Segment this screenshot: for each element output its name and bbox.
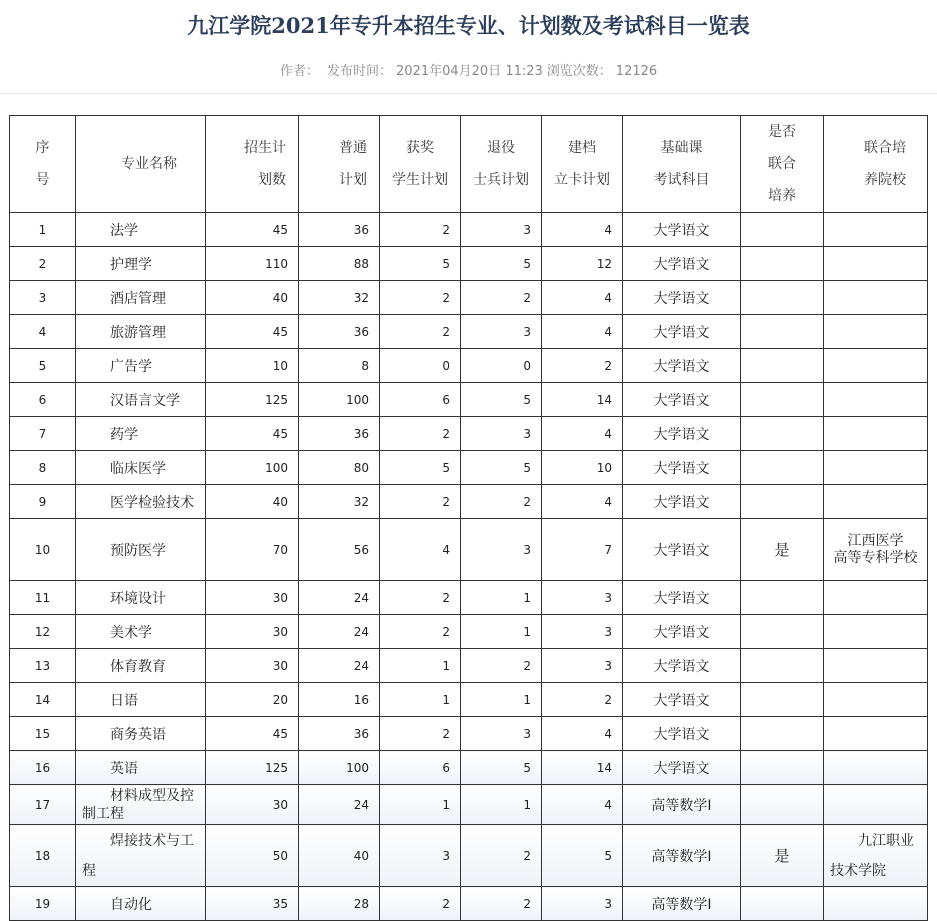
cell-number: 7 bbox=[542, 519, 623, 581]
cell-number: 80 bbox=[299, 451, 380, 485]
views-label: 浏览次数： bbox=[546, 64, 612, 79]
cell-joint bbox=[741, 383, 824, 417]
cell-number: 4 bbox=[542, 717, 623, 751]
cell-number: 12 bbox=[542, 247, 623, 281]
cell-number: 24 bbox=[299, 649, 380, 683]
cell-number: 24 bbox=[299, 581, 380, 615]
cell-number: 5 bbox=[461, 247, 542, 281]
cell-number: 2 bbox=[542, 683, 623, 717]
cell-joint bbox=[741, 615, 824, 649]
cell-number: 30 bbox=[206, 581, 299, 615]
cell-number: 5 bbox=[461, 751, 542, 785]
cell-number: 24 bbox=[299, 615, 380, 649]
cell-number: 36 bbox=[299, 315, 380, 349]
cell-subject: 大学语文 bbox=[623, 247, 741, 281]
cell-number: 1 bbox=[380, 785, 461, 825]
cell-partner bbox=[824, 213, 928, 247]
cell-partner bbox=[824, 887, 928, 921]
col-veteran: 退役 士兵计划 bbox=[461, 116, 542, 213]
table-row bbox=[10, 383, 928, 417]
cell-number: 4 bbox=[542, 485, 623, 519]
cell-number: 3 bbox=[461, 213, 542, 247]
cell-subject: 大学语文 bbox=[623, 649, 741, 683]
cell-number: 36 bbox=[299, 717, 380, 751]
cell-number: 3 bbox=[542, 649, 623, 683]
cell-joint bbox=[741, 581, 824, 615]
cell-number: 2 bbox=[380, 213, 461, 247]
cell-joint bbox=[741, 349, 824, 383]
cell-number: 56 bbox=[299, 519, 380, 581]
cell-joint bbox=[741, 247, 824, 281]
cell-number: 24 bbox=[299, 785, 380, 825]
cell-number: 10 bbox=[206, 349, 299, 383]
cell-name: 临床医学 bbox=[76, 451, 206, 485]
cell-number: 2 bbox=[461, 649, 542, 683]
cell-seq: 6 bbox=[10, 383, 76, 417]
cell-name: 广告学 bbox=[76, 349, 206, 383]
views-value: 12126 bbox=[615, 64, 658, 79]
cell-joint bbox=[741, 683, 824, 717]
cell-number: 100 bbox=[299, 383, 380, 417]
cell-subject: 大学语文 bbox=[623, 581, 741, 615]
cell-number: 3 bbox=[461, 519, 542, 581]
cell-name: 体育教育 bbox=[76, 649, 206, 683]
table-row bbox=[10, 717, 928, 751]
cell-joint bbox=[741, 451, 824, 485]
cell-name: 法学 bbox=[76, 213, 206, 247]
table-row bbox=[10, 213, 928, 247]
cell-seq: 16 bbox=[10, 751, 76, 785]
cell-number: 0 bbox=[380, 349, 461, 383]
published-value: 2021年04月20日 11:23 bbox=[396, 64, 543, 79]
cell-subject: 大学语文 bbox=[623, 281, 741, 315]
cell-partner bbox=[824, 247, 928, 281]
cell-seq: 3 bbox=[10, 281, 76, 315]
col-normal: 普通 计划 bbox=[299, 116, 380, 213]
cell-number: 40 bbox=[299, 825, 380, 887]
cell-name: 商务英语 bbox=[76, 717, 206, 751]
cell-number: 70 bbox=[206, 519, 299, 581]
table-header-row bbox=[10, 116, 928, 213]
cell-number: 3 bbox=[542, 581, 623, 615]
table-row bbox=[10, 825, 928, 887]
cell-subject: 高等数学Ⅰ bbox=[623, 825, 741, 887]
cell-joint bbox=[741, 485, 824, 519]
joint-flag: 是 bbox=[741, 825, 824, 887]
cell-number: 35 bbox=[206, 887, 299, 921]
cell-number: 1 bbox=[461, 785, 542, 825]
cell-joint bbox=[741, 315, 824, 349]
cell-number: 16 bbox=[299, 683, 380, 717]
table-row bbox=[10, 649, 928, 683]
cell-number: 3 bbox=[542, 887, 623, 921]
cell-partner bbox=[824, 383, 928, 417]
table-row bbox=[10, 451, 928, 485]
col-poor: 建档 立卡计划 bbox=[542, 116, 623, 213]
cell-partner bbox=[824, 349, 928, 383]
cell-joint bbox=[741, 751, 824, 785]
cell-number: 4 bbox=[542, 315, 623, 349]
cell-seq: 2 bbox=[10, 247, 76, 281]
cell-seq: 1 bbox=[10, 213, 76, 247]
cell-name: 美术学 bbox=[76, 615, 206, 649]
cell-subject: 高等数学Ⅰ bbox=[623, 887, 741, 921]
cell-number: 5 bbox=[461, 451, 542, 485]
cell-partner bbox=[824, 615, 928, 649]
joint-flag: 是 bbox=[741, 519, 824, 581]
cell-seq: 8 bbox=[10, 451, 76, 485]
cell-seq: 19 bbox=[10, 887, 76, 921]
cell-subject: 大学语文 bbox=[623, 485, 741, 519]
cell-subject: 大学语文 bbox=[623, 451, 741, 485]
cell-name: 预防医学 bbox=[76, 519, 206, 581]
cell-name: 英语 bbox=[76, 751, 206, 785]
cell-joint bbox=[741, 717, 824, 751]
cell-number: 45 bbox=[206, 315, 299, 349]
cell-number: 88 bbox=[299, 247, 380, 281]
table-row bbox=[10, 281, 928, 315]
cell-name: 药学 bbox=[76, 417, 206, 451]
cell-joint bbox=[741, 281, 824, 315]
cell-number: 2 bbox=[461, 485, 542, 519]
cell-number: 3 bbox=[542, 615, 623, 649]
table-row bbox=[10, 581, 928, 615]
cell-number: 6 bbox=[380, 751, 461, 785]
cell-number: 2 bbox=[461, 825, 542, 887]
cell-number: 28 bbox=[299, 887, 380, 921]
cell-number: 3 bbox=[461, 717, 542, 751]
cell-number: 6 bbox=[380, 383, 461, 417]
cell-partner bbox=[824, 315, 928, 349]
cell-partner bbox=[824, 683, 928, 717]
cell-seq: 13 bbox=[10, 649, 76, 683]
col-subject: 基础课 考试科目 bbox=[623, 116, 741, 213]
cell-seq: 11 bbox=[10, 581, 76, 615]
cell-seq: 7 bbox=[10, 417, 76, 451]
cell-number: 3 bbox=[461, 417, 542, 451]
cell-number: 100 bbox=[299, 751, 380, 785]
cell-name: 环境设计 bbox=[76, 581, 206, 615]
table-row bbox=[10, 615, 928, 649]
cell-partner bbox=[824, 417, 928, 451]
cell-number: 2 bbox=[380, 281, 461, 315]
cell-seq: 9 bbox=[10, 485, 76, 519]
cell-number: 2 bbox=[542, 349, 623, 383]
cell-name: 护理学 bbox=[76, 247, 206, 281]
col-partner: 联合培 养院校 bbox=[824, 116, 928, 213]
published-label: 发布时间： bbox=[327, 64, 393, 79]
table-row bbox=[10, 417, 928, 451]
cell-number: 2 bbox=[380, 717, 461, 751]
col-name: 专业名称 bbox=[76, 116, 206, 213]
cell-partner bbox=[824, 717, 928, 751]
table-row bbox=[10, 519, 928, 581]
cell-number: 2 bbox=[461, 281, 542, 315]
cell-subject: 大学语文 bbox=[623, 751, 741, 785]
cell-partner bbox=[824, 485, 928, 519]
cell-seq: 14 bbox=[10, 683, 76, 717]
cell-number: 3 bbox=[461, 315, 542, 349]
col-joint: 是否 联合 培养 bbox=[741, 116, 824, 213]
cell-number: 4 bbox=[542, 213, 623, 247]
cell-number: 40 bbox=[206, 485, 299, 519]
cell-number: 5 bbox=[380, 451, 461, 485]
cell-number: 1 bbox=[380, 649, 461, 683]
author-label: 作者： bbox=[279, 64, 319, 79]
cell-number: 2 bbox=[380, 485, 461, 519]
cell-number: 45 bbox=[206, 717, 299, 751]
cell-number: 32 bbox=[299, 281, 380, 315]
cell-number: 125 bbox=[206, 751, 299, 785]
cell-subject: 大学语文 bbox=[623, 213, 741, 247]
cell-number: 0 bbox=[461, 349, 542, 383]
cell-partner bbox=[824, 281, 928, 315]
cell-subject: 大学语文 bbox=[623, 417, 741, 451]
cell-number: 45 bbox=[206, 213, 299, 247]
cell-number: 2 bbox=[380, 315, 461, 349]
cell-number: 2 bbox=[380, 417, 461, 451]
cell-subject: 大学语文 bbox=[623, 519, 741, 581]
cell-joint bbox=[741, 785, 824, 825]
cell-name: 医学检验技术 bbox=[76, 485, 206, 519]
cell-number: 1 bbox=[461, 581, 542, 615]
col-award: 获奖 学生计划 bbox=[380, 116, 461, 213]
cell-subject: 大学语文 bbox=[623, 315, 741, 349]
cell-name: 材料成型及控制工程 bbox=[76, 785, 206, 825]
partner-school: 江西医学 高等专科学校 bbox=[824, 519, 928, 581]
cell-number: 100 bbox=[206, 451, 299, 485]
header-divider bbox=[0, 93, 937, 94]
cell-joint bbox=[741, 887, 824, 921]
cell-number: 36 bbox=[299, 213, 380, 247]
cell-number: 3 bbox=[380, 825, 461, 887]
col-plan: 招生计 划数 bbox=[206, 116, 299, 213]
cell-partner bbox=[824, 785, 928, 825]
table-row bbox=[10, 315, 928, 349]
cell-number: 1 bbox=[461, 615, 542, 649]
cell-joint bbox=[741, 649, 824, 683]
table-row bbox=[10, 485, 928, 519]
cell-seq: 4 bbox=[10, 315, 76, 349]
col-seq: 序 号 bbox=[10, 116, 76, 213]
cell-number: 50 bbox=[206, 825, 299, 887]
cell-subject: 大学语文 bbox=[623, 683, 741, 717]
table-row bbox=[10, 785, 928, 825]
cell-number: 32 bbox=[299, 485, 380, 519]
cell-name: 酒店管理 bbox=[76, 281, 206, 315]
cell-number: 4 bbox=[380, 519, 461, 581]
cell-number: 5 bbox=[461, 383, 542, 417]
table-row bbox=[10, 887, 928, 921]
cell-number: 14 bbox=[542, 751, 623, 785]
cell-partner bbox=[824, 649, 928, 683]
cell-number: 4 bbox=[542, 281, 623, 315]
article-meta bbox=[0, 60, 937, 79]
cell-subject: 大学语文 bbox=[623, 349, 741, 383]
table-row bbox=[10, 349, 928, 383]
cell-number: 2 bbox=[461, 887, 542, 921]
page-title: 九江学院2021年专升本招生专业、计划数及考试科目一览表 bbox=[187, 13, 750, 38]
cell-subject: 大学语文 bbox=[623, 383, 741, 417]
cell-subject: 大学语文 bbox=[623, 717, 741, 751]
cell-subject: 大学语文 bbox=[623, 615, 741, 649]
cell-seq: 10 bbox=[10, 519, 76, 581]
cell-joint bbox=[741, 213, 824, 247]
table-row bbox=[10, 751, 928, 785]
cell-joint bbox=[741, 417, 824, 451]
cell-seq: 15 bbox=[10, 717, 76, 751]
cell-number: 1 bbox=[461, 683, 542, 717]
table-row bbox=[10, 247, 928, 281]
cell-number: 2 bbox=[380, 581, 461, 615]
cell-name: 日语 bbox=[76, 683, 206, 717]
cell-number: 125 bbox=[206, 383, 299, 417]
cell-number: 14 bbox=[542, 383, 623, 417]
cell-number: 45 bbox=[206, 417, 299, 451]
cell-number: 10 bbox=[542, 451, 623, 485]
cell-number: 2 bbox=[380, 887, 461, 921]
cell-seq: 12 bbox=[10, 615, 76, 649]
cell-number: 5 bbox=[542, 825, 623, 887]
cell-number: 20 bbox=[206, 683, 299, 717]
cell-number: 1 bbox=[380, 683, 461, 717]
cell-subject: 高等数学Ⅰ bbox=[623, 785, 741, 825]
cell-name: 焊接技术与工程 bbox=[76, 825, 206, 887]
cell-partner bbox=[824, 581, 928, 615]
cell-seq: 17 bbox=[10, 785, 76, 825]
cell-number: 4 bbox=[542, 417, 623, 451]
partner-school: 九江职业 技术学院 bbox=[824, 825, 928, 887]
cell-number: 2 bbox=[380, 615, 461, 649]
cell-number: 30 bbox=[206, 785, 299, 825]
cell-seq: 5 bbox=[10, 349, 76, 383]
cell-partner bbox=[824, 451, 928, 485]
cell-name: 旅游管理 bbox=[76, 315, 206, 349]
table-row bbox=[10, 683, 928, 717]
cell-number: 30 bbox=[206, 649, 299, 683]
cell-number: 5 bbox=[380, 247, 461, 281]
cell-number: 4 bbox=[542, 785, 623, 825]
cell-number: 40 bbox=[206, 281, 299, 315]
cell-seq: 18 bbox=[10, 825, 76, 887]
cell-number: 30 bbox=[206, 615, 299, 649]
cell-number: 36 bbox=[299, 417, 380, 451]
cell-name: 汉语言文学 bbox=[76, 383, 206, 417]
cell-name: 自动化 bbox=[76, 887, 206, 921]
cell-number: 8 bbox=[299, 349, 380, 383]
admissions-table bbox=[9, 115, 928, 921]
cell-number: 110 bbox=[206, 247, 299, 281]
cell-partner bbox=[824, 751, 928, 785]
